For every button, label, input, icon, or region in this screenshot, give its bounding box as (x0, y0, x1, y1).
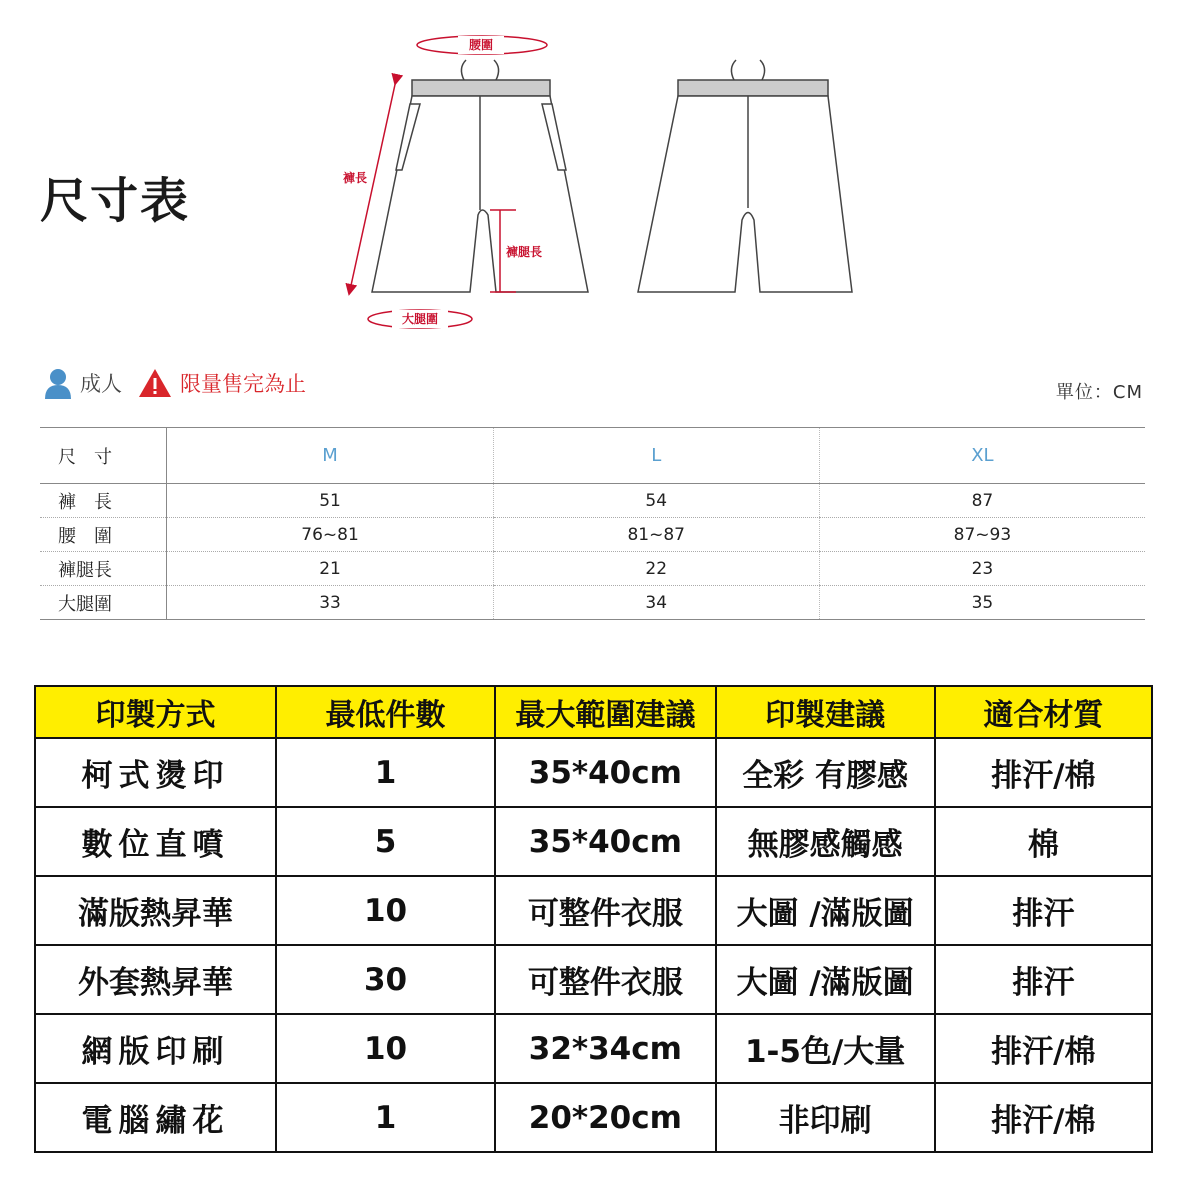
back-shorts-outline (638, 60, 852, 292)
table-cell: 數位直噴 (35, 807, 276, 876)
table-cell: 柯式燙印 (35, 738, 276, 807)
print-method-table (34, 685, 1153, 1153)
table-cell: 35*40cm (495, 807, 715, 876)
row-label: 褲腿長 (40, 552, 167, 586)
adult-label: 成人 (80, 372, 122, 396)
table-row (35, 876, 1152, 945)
front-shorts-outline (372, 60, 588, 292)
table-cell: 棉 (935, 807, 1152, 876)
table-cell: 排汗 (935, 945, 1152, 1014)
unit-label: 單位：CM (1055, 382, 1143, 403)
size-header-l: L (493, 428, 819, 484)
person-icon (44, 367, 72, 399)
inseam-label: 褲腿長 (506, 245, 543, 259)
table-cell: 1-5色/大量 (716, 1014, 935, 1083)
shorts-diagram (330, 20, 870, 340)
table-cell: 全彩 有膠感 (716, 738, 935, 807)
pant-length-label: 褲長 (342, 171, 368, 185)
table-cell: 排汗 (935, 876, 1152, 945)
size-table (40, 427, 1145, 620)
table-cell: 電腦繡花 (35, 1083, 276, 1152)
table-cell: 網版印刷 (35, 1014, 276, 1083)
table-cell: 35*40cm (495, 738, 715, 807)
table-cell: 排汗/棉 (935, 1083, 1152, 1152)
table-cell: 51 (167, 484, 493, 518)
table-cell: 30 (276, 945, 495, 1014)
row-label: 腰 圍 (40, 518, 167, 552)
table-cell: 21 (167, 552, 493, 586)
table-cell: 81~87 (493, 518, 819, 552)
table-cell: 32*34cm (495, 1014, 715, 1083)
table-cell: 34 (493, 586, 819, 620)
header-material: 適合材質 (935, 686, 1152, 738)
header-max-area: 最大範圍建議 (495, 686, 715, 738)
table-cell: 非印刷 (716, 1083, 935, 1152)
table-cell: 20*20cm (495, 1083, 715, 1152)
table-row (35, 1014, 1152, 1083)
table-cell: 可整件衣服 (495, 876, 715, 945)
table-cell: 76~81 (167, 518, 493, 552)
waist-label: 腰圍 (468, 38, 494, 52)
notice-bar (44, 366, 306, 400)
print-header-row (35, 686, 1152, 738)
table-cell: 87 (819, 484, 1145, 518)
table-cell: 排汗/棉 (935, 738, 1152, 807)
table-cell: 無膠感觸感 (716, 807, 935, 876)
table-cell: 大圖 /滿版圖 (716, 945, 935, 1014)
table-row (40, 586, 1145, 620)
page-title: 尺寸表 (40, 173, 191, 229)
table-cell: 35 (819, 586, 1145, 620)
table-cell: 滿版熱昇華 (35, 876, 276, 945)
table-row (40, 552, 1145, 586)
header-method: 印製方式 (35, 686, 276, 738)
table-cell: 1 (276, 1083, 495, 1152)
table-cell: 可整件衣服 (495, 945, 715, 1014)
table-row (40, 518, 1145, 552)
table-cell: 10 (276, 1014, 495, 1083)
warning-icon (138, 368, 172, 398)
table-cell: 10 (276, 876, 495, 945)
table-cell: 外套熱昇華 (35, 945, 276, 1014)
size-header-label: 尺 寸 (40, 428, 167, 484)
table-cell: 23 (819, 552, 1145, 586)
table-cell: 大圖 /滿版圖 (716, 876, 935, 945)
size-header-m: M (167, 428, 493, 484)
table-cell: 1 (276, 738, 495, 807)
limited-label: 限量售完為止 (180, 372, 306, 396)
table-row (35, 1083, 1152, 1152)
table-cell: 排汗/棉 (935, 1014, 1152, 1083)
thigh-label: 大腿圍 (401, 312, 439, 326)
table-row (35, 738, 1152, 807)
size-header-xl: XL (819, 428, 1145, 484)
header-suggestion: 印製建議 (716, 686, 935, 738)
table-row (35, 945, 1152, 1014)
row-label: 褲 長 (40, 484, 167, 518)
table-cell: 5 (276, 807, 495, 876)
header-min-qty: 最低件數 (276, 686, 495, 738)
table-cell: 54 (493, 484, 819, 518)
table-row (40, 484, 1145, 518)
row-label: 大腿圍 (40, 586, 167, 620)
table-row (35, 807, 1152, 876)
table-cell: 87~93 (819, 518, 1145, 552)
table-cell: 22 (493, 552, 819, 586)
size-header-row (40, 428, 1145, 484)
table-cell: 33 (167, 586, 493, 620)
